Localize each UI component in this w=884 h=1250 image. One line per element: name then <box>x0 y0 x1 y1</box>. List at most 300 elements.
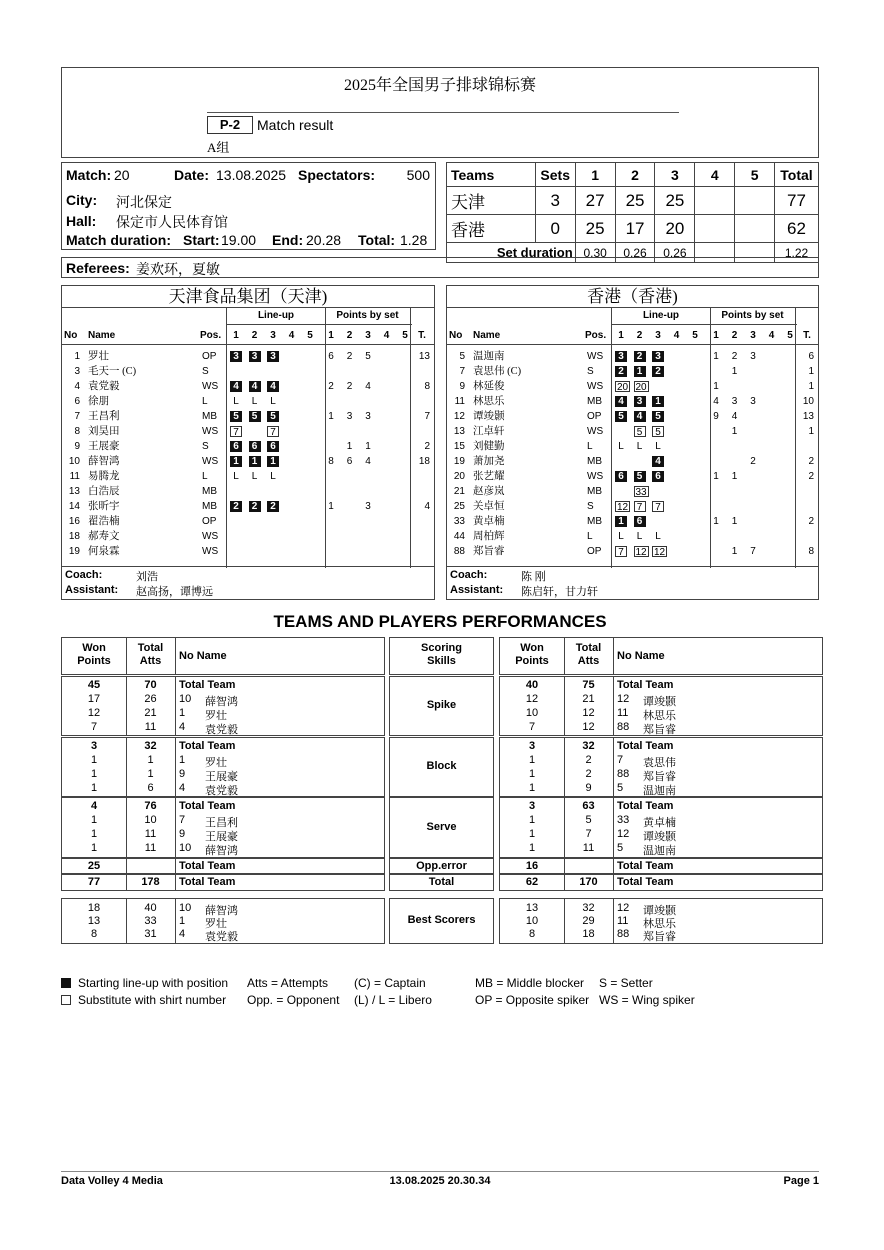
player-number: 5 <box>617 782 624 794</box>
scoring-skills-header: Skills <box>427 655 456 667</box>
attempts-value: 11 <box>144 842 157 854</box>
player-row <box>62 469 434 484</box>
player-position: WS <box>202 426 219 437</box>
total-atts-header: Atts <box>139 655 162 667</box>
score-set2: 25 <box>615 187 655 215</box>
player-row <box>62 499 434 514</box>
spectators-value: 500 <box>406 167 430 183</box>
lineup-marker: 1 <box>230 456 242 467</box>
header-rule <box>611 324 797 325</box>
points-in-set: 2 <box>346 381 353 392</box>
match-info-box <box>61 162 436 250</box>
player-number: 4 <box>179 928 186 940</box>
won-points-value: 40 <box>525 679 539 691</box>
attempts-value: 7 <box>585 828 592 840</box>
lineup-set-header: 2 <box>636 330 643 341</box>
attempts-value: 21 <box>144 707 157 719</box>
score-set4 <box>695 215 735 243</box>
points-set-header: 5 <box>402 330 408 341</box>
competition-title: 2025年全国男子排球锦标赛 <box>343 77 536 94</box>
lineup-set-header: 3 <box>655 330 661 341</box>
player-number: 10 <box>179 842 192 854</box>
player-name: 萧加尧 <box>473 456 505 467</box>
player-row <box>447 409 818 424</box>
player-number: 12 <box>617 693 630 705</box>
player-position: WS <box>202 456 219 467</box>
player-position: L <box>202 471 208 482</box>
sets-header: Sets <box>535 163 575 187</box>
player-number: 6 <box>74 396 80 407</box>
player-number: 20 <box>453 471 465 482</box>
hall-label: Hall: <box>66 213 97 229</box>
attempts-value: 18 <box>582 928 595 940</box>
attempts-value: 178 <box>141 876 160 888</box>
set3-header: 3 <box>655 163 695 187</box>
won-points-value: 1 <box>90 768 98 780</box>
player-number: 88 <box>453 546 465 557</box>
player-name: 罗壮 <box>205 918 227 930</box>
lineup-marker: L <box>270 471 276 482</box>
player-number: 10 <box>68 456 80 467</box>
points-in-set: 3 <box>365 411 371 422</box>
points-in-set: 6 <box>328 351 334 362</box>
player-row <box>62 454 434 469</box>
won-points-value: 7 <box>528 721 536 733</box>
total-atts-header: Atts <box>577 655 600 667</box>
column-divider <box>175 638 176 674</box>
pos-header: Pos. <box>200 330 222 341</box>
legend-text: Substitute with shirt number <box>78 993 227 1007</box>
player-number: 3 <box>74 366 80 377</box>
column-divider <box>175 859 176 873</box>
group-label: A组 <box>207 140 230 155</box>
player-row <box>62 529 434 544</box>
player-number: 9 <box>459 381 465 392</box>
skill-cell <box>389 898 494 944</box>
player-total-points: 8 <box>424 381 430 392</box>
performance-section <box>499 858 823 874</box>
lineup-marker: 3 <box>634 396 646 407</box>
player-number: 14 <box>68 501 80 512</box>
points-in-set: 1 <box>328 411 334 422</box>
player-position: S <box>202 366 209 377</box>
player-name: 薛智鸿 <box>205 696 238 708</box>
points-in-set: 1 <box>713 351 719 362</box>
player-total-points: 2 <box>808 516 814 527</box>
won-points-value: 1 <box>90 754 98 766</box>
player-name: 王昌利 <box>205 817 238 829</box>
player-number: 19 <box>453 456 465 467</box>
coach-label: Coach: <box>65 569 103 581</box>
points-in-set: 4 <box>365 456 371 467</box>
coach-divider <box>62 566 434 567</box>
team-a-roster <box>61 285 435 600</box>
won-points-value: 18 <box>87 902 101 914</box>
total-team-label: Total Team <box>179 876 236 888</box>
player-number: 88 <box>617 721 630 733</box>
player-row <box>62 484 434 499</box>
player-row <box>447 529 818 544</box>
points-in-set: 1 <box>365 441 371 452</box>
points-in-set: 7 <box>750 546 756 557</box>
lineup-marker: 5 <box>615 411 627 422</box>
player-row <box>62 379 434 394</box>
player-name: 王展豪 <box>88 441 120 452</box>
player-number: 1 <box>179 707 186 719</box>
won-points-value: 8 <box>90 928 98 940</box>
player-number: 4 <box>179 721 186 733</box>
lineup-marker: 3 <box>267 351 279 362</box>
performance-section <box>499 676 823 736</box>
player-row <box>62 544 434 559</box>
player-name: 温迦南 <box>643 785 676 797</box>
spectators-label: Spectators: <box>298 167 376 183</box>
score-set2: 17 <box>615 215 655 243</box>
player-name: 关卓恒 <box>473 501 505 512</box>
player-number: 7 <box>617 754 624 766</box>
lineup-marker: 2 <box>267 501 279 512</box>
points-in-set: 3 <box>365 501 371 512</box>
player-number: 16 <box>68 516 80 527</box>
won-points-header: Points <box>77 655 111 667</box>
player-position: MB <box>587 456 602 467</box>
attempts-value: 40 <box>144 902 157 914</box>
lineup-marker: 6 <box>634 516 646 527</box>
hall-value: 保定市人民体育馆 <box>116 216 228 231</box>
total-team-label: Total Team <box>617 876 674 888</box>
attempts-value: 1 <box>147 768 154 780</box>
player-position: MB <box>587 486 602 497</box>
player-number: 7 <box>179 814 186 826</box>
attempts-value: 9 <box>585 782 592 794</box>
scoring-skills-header: Scoring <box>421 642 462 654</box>
player-name: 王展豪 <box>205 831 238 843</box>
player-name: 罗壮 <box>205 757 227 769</box>
total-team-label: Total Team <box>179 740 236 752</box>
player-number: 9 <box>179 828 186 840</box>
player-name: 白浩辰 <box>88 486 120 497</box>
player-position: L <box>587 531 593 542</box>
total-team-label: Total Team <box>179 679 236 691</box>
lineup-marker: 3 <box>652 351 664 362</box>
player-name: 郝寿文 <box>88 531 120 542</box>
attempts-value: 33 <box>144 915 157 927</box>
lineup-marker: 4 <box>267 381 279 392</box>
player-position: WS <box>587 426 604 437</box>
lineup-marker: L <box>655 531 661 542</box>
lineup-marker: 5 <box>652 426 664 437</box>
lineup-header: Line-up <box>257 310 295 321</box>
player-name: 袁党毅 <box>205 785 238 797</box>
column-divider <box>613 798 614 857</box>
attempts-value: 32 <box>582 902 595 914</box>
won-points-value: 1 <box>528 768 536 780</box>
legend-row-1 <box>61 976 821 993</box>
performance-section <box>499 797 823 858</box>
lineup-marker: 12 <box>616 502 629 513</box>
player-number: 11 <box>69 471 80 482</box>
coach-label: Coach: <box>450 569 488 581</box>
player-number: 1 <box>74 351 80 362</box>
player-row <box>447 439 818 454</box>
points-in-set: 3 <box>750 351 756 362</box>
player-position: OP <box>587 411 602 422</box>
legend-text: (C) = Captain <box>354 976 426 990</box>
player-row <box>62 439 434 454</box>
skill-name: Total <box>428 876 455 888</box>
lineup-marker: L <box>233 471 239 482</box>
no-name-header: No Name <box>617 650 665 662</box>
lineup-marker: 2 <box>634 351 646 362</box>
lineup-marker: L <box>636 441 643 452</box>
performance-section <box>61 737 385 797</box>
form-code: P-2 <box>207 116 253 134</box>
player-total-points: 1 <box>808 426 814 437</box>
set1-header: 1 <box>575 163 615 187</box>
player-name: 袁思伟 <box>643 757 676 769</box>
won-points-value: 3 <box>528 740 536 752</box>
skill-cell <box>389 858 494 874</box>
start-label: Start: <box>183 232 220 248</box>
won-points-header: Won <box>520 642 544 654</box>
performance-section <box>61 637 385 675</box>
total-team-label: Total Team <box>617 679 674 691</box>
points-by-set-header: Points by set <box>336 310 399 321</box>
lineup-marker: 1 <box>615 516 627 527</box>
player-number: 18 <box>68 531 80 542</box>
player-position: WS <box>587 351 604 362</box>
column-divider <box>175 738 176 796</box>
lineup-marker: L <box>655 441 661 452</box>
points-set-header: 1 <box>328 330 334 341</box>
points-in-set: 4 <box>713 396 719 407</box>
referees-label: Referees: <box>66 260 130 276</box>
lineup-set-header: 5 <box>307 330 313 341</box>
won-points-value: 1 <box>528 828 536 840</box>
attempts-value: 75 <box>582 679 595 691</box>
lineup-marker: 7 <box>230 426 242 437</box>
player-name: 袁思伟 (C) <box>473 366 522 377</box>
attempts-value: 1 <box>147 754 154 766</box>
pos-header: Pos. <box>585 330 607 341</box>
attempts-value: 6 <box>147 782 154 794</box>
player-position: S <box>202 441 209 452</box>
performance-section <box>61 858 385 874</box>
substitute-swatch <box>61 995 71 1005</box>
total-team-label: Total Team <box>617 800 674 812</box>
player-name: 张昕宇 <box>88 501 120 512</box>
date-label: Date: <box>174 167 210 183</box>
assistant-names: 赵高扬，谭博远 <box>136 586 213 598</box>
player-name: 刘昊田 <box>88 426 120 437</box>
player-position: WS <box>587 381 604 392</box>
lineup-marker: L <box>618 441 624 452</box>
player-number: 13 <box>453 426 465 437</box>
won-points-value: 10 <box>525 915 539 927</box>
header-box <box>61 67 819 158</box>
player-row <box>62 364 434 379</box>
lineup-marker: 2 <box>230 501 242 512</box>
lineup-marker: 4 <box>634 411 646 422</box>
legend-text: Opp. = Opponent <box>247 993 340 1007</box>
points-in-set: 3 <box>750 396 756 407</box>
points-in-set: 2 <box>750 456 756 467</box>
lineup-marker: L <box>251 396 258 407</box>
player-number: 7 <box>74 411 80 422</box>
lineup-marker: 2 <box>652 366 664 377</box>
player-position: WS <box>587 471 604 482</box>
header-bottom-rule <box>62 344 434 345</box>
lineup-marker: 6 <box>267 441 279 452</box>
points-in-set: 6 <box>346 456 353 467</box>
player-name: 谭竣颢 <box>643 905 676 917</box>
player-row <box>447 424 818 439</box>
won-points-value: 45 <box>87 679 101 691</box>
column-divider <box>175 875 176 890</box>
player-name: 王昌利 <box>88 411 120 422</box>
score-total: 77 <box>774 187 818 215</box>
player-position: S <box>587 501 594 512</box>
lineup-marker: 5 <box>249 411 261 422</box>
player-total-points: 10 <box>802 396 814 407</box>
attempts-value: 12 <box>582 721 595 733</box>
performance-section <box>61 676 385 736</box>
lineup-marker: 7 <box>267 426 279 437</box>
points-in-set: 9 <box>713 411 719 422</box>
points-in-set: 1 <box>713 381 719 392</box>
points-in-set: 1 <box>713 471 719 482</box>
lineup-marker: 5 <box>634 426 646 437</box>
column-divider <box>613 875 614 890</box>
player-position: WS <box>202 546 219 557</box>
won-points-value: 4 <box>90 800 98 812</box>
won-points-header: Points <box>515 655 549 667</box>
header-rule <box>226 324 412 325</box>
coach-divider <box>447 566 818 567</box>
won-points-value: 77 <box>87 876 101 888</box>
points-set-header: 5 <box>787 330 793 341</box>
points-in-set: 1 <box>713 516 719 527</box>
player-number: 10 <box>179 693 192 705</box>
column-divider <box>613 638 614 674</box>
coach-name: 陈 刚 <box>521 571 546 583</box>
won-points-value: 7 <box>90 721 98 733</box>
coach-name: 刘浩 <box>136 571 158 583</box>
player-position: MB <box>587 396 602 407</box>
attempts-value: 26 <box>144 693 157 705</box>
score-team-name: 天津 <box>447 187 536 215</box>
player-position: MB <box>202 486 217 497</box>
score-set1: 27 <box>575 187 615 215</box>
performance-section <box>499 737 823 797</box>
player-name: 王展豪 <box>205 771 238 783</box>
lineup-marker: L <box>233 396 239 407</box>
player-total-points: 1 <box>808 381 814 392</box>
player-number: 15 <box>453 441 465 452</box>
set-duration-label: Set duration <box>447 243 576 263</box>
player-total-points: 2 <box>808 471 814 482</box>
won-points-value: 1 <box>90 782 98 794</box>
player-position: WS <box>202 531 219 542</box>
player-row <box>447 454 818 469</box>
player-number: 11 <box>617 915 629 927</box>
total-label: Total: <box>358 232 396 248</box>
player-number: 12 <box>617 828 630 840</box>
legend-text: S = Setter <box>599 976 653 990</box>
team-b-roster <box>446 285 819 600</box>
total-points-header: T. <box>803 330 811 341</box>
name-header: Name <box>473 330 501 341</box>
lineup-marker: 1 <box>249 456 261 467</box>
won-points-value: 17 <box>87 693 101 705</box>
performance-title: TEAMS AND PLAYERS PERFORMANCES <box>273 612 607 631</box>
player-total-points: 2 <box>424 441 430 452</box>
performance-section <box>499 637 823 675</box>
player-number: 12 <box>453 411 465 422</box>
points-in-set: 1 <box>328 501 334 512</box>
attempts-value: 11 <box>582 842 595 854</box>
lineup-marker: 20 <box>616 382 629 393</box>
lineup-marker: L <box>270 396 276 407</box>
points-in-set: 1 <box>731 471 738 482</box>
player-position: MB <box>202 411 217 422</box>
player-row <box>447 364 818 379</box>
won-points-value: 12 <box>525 693 539 705</box>
player-number: 21 <box>453 486 465 497</box>
points-set-header: 2 <box>731 330 738 341</box>
name-header: Name <box>88 330 116 341</box>
legend-text: MB = Middle blocker <box>475 976 585 990</box>
match-date: 13.08.2025 <box>216 167 287 183</box>
points-set-header: 2 <box>346 330 353 341</box>
attempts-value: 2 <box>585 768 592 780</box>
attempts-value: 29 <box>582 915 595 927</box>
player-total-points: 13 <box>802 411 814 422</box>
points-by-set-header: Points by set <box>721 310 784 321</box>
won-points-value: 13 <box>525 902 539 914</box>
lineup-marker: 4 <box>230 381 242 392</box>
player-number: 11 <box>617 707 629 719</box>
points-in-set: 5 <box>365 351 371 362</box>
column-divider <box>613 738 614 796</box>
player-name: 罗壮 <box>88 351 109 362</box>
points-in-set: 1 <box>346 441 353 452</box>
lineup-marker: 7 <box>652 501 664 512</box>
lineup-set-header: 1 <box>233 330 239 341</box>
player-number: 4 <box>74 381 80 392</box>
player-name: 黄卓楠 <box>643 817 676 829</box>
won-points-value: 1 <box>528 842 536 854</box>
column-divider <box>613 859 614 873</box>
assistant-label: Assistant: <box>450 584 504 596</box>
legend-text: Starting line-up with position <box>78 976 229 990</box>
player-number: 10 <box>179 902 192 914</box>
total-atts-header: Total <box>575 642 602 654</box>
won-points-value: 25 <box>87 860 101 872</box>
player-number: 1 <box>179 915 186 927</box>
performance-section <box>61 797 385 858</box>
skill-name: Serve <box>426 821 457 833</box>
lineup-marker: 2 <box>615 366 627 377</box>
assistant-label: Assistant: <box>65 584 119 596</box>
player-number: 19 <box>68 546 80 557</box>
lineup-marker: 1 <box>652 396 664 407</box>
player-name: 郑旨睿 <box>643 771 676 783</box>
column-divider <box>175 899 176 943</box>
player-number: 88 <box>617 928 630 940</box>
attempts-value: 12 <box>582 707 595 719</box>
score-total: 62 <box>774 215 818 243</box>
